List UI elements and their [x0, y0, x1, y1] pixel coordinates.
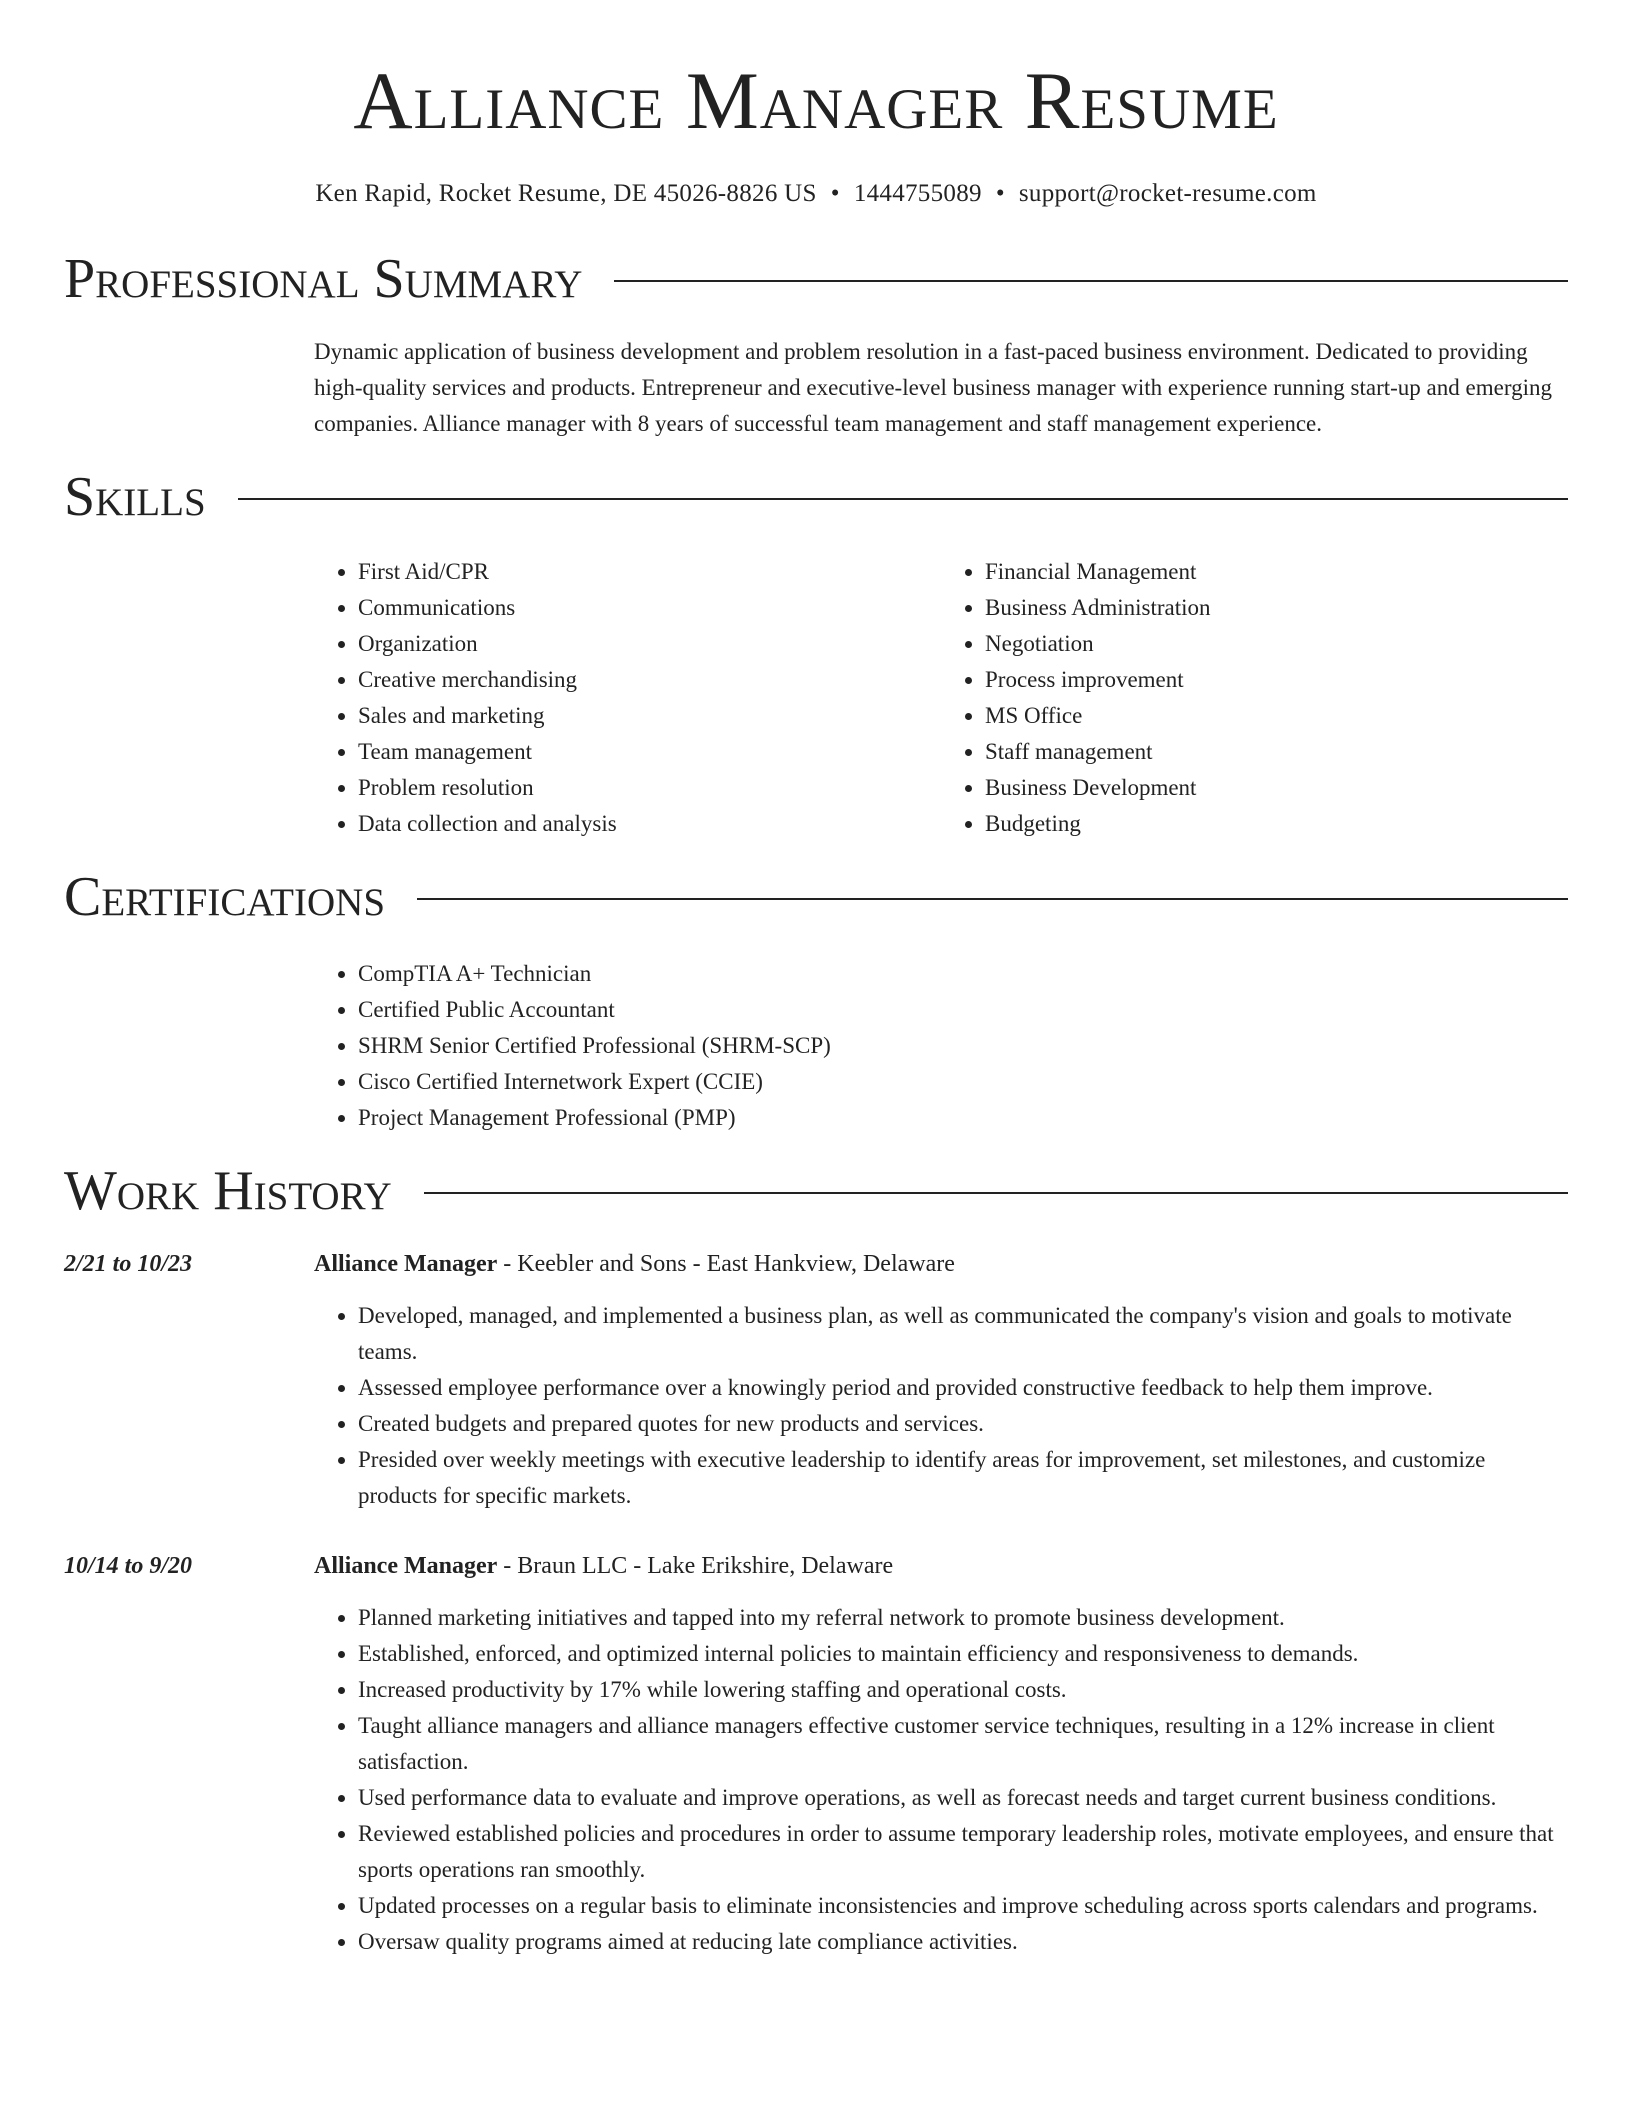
summary-header	[64, 244, 1568, 314]
skills-heading: Skills	[64, 466, 206, 528]
job-bullet: • Increased productivity by 17% while lowering staffing and operational costs.	[358, 1672, 1568, 1708]
work-history-header	[64, 1156, 1568, 1226]
certifications-list	[314, 956, 1568, 1136]
skill-item: • Financial Management	[985, 554, 1568, 590]
skills-header	[64, 462, 1568, 532]
job-bullet: • Developed, managed, and implemented a business plan, as well as communicated the company's vision and goals to motivate teams.	[358, 1298, 1568, 1370]
skill-item: • Budgeting	[985, 806, 1568, 842]
skill-item: • Creative merchandising	[358, 662, 941, 698]
resume-title: Alliance Manager Resume	[353, 55, 1279, 146]
job-title: Alliance Manager	[314, 1553, 498, 1579]
job-bullet: • Updated processes on a regular basis to eliminate inconsistencies and improve scheduling across sports calendars and programs.	[358, 1888, 1568, 1924]
section-divider	[614, 280, 1568, 282]
skill-item: • Communications	[358, 590, 941, 626]
certification-item: • SHRM Senior Certified Professional (SHRM-SCP)	[358, 1028, 1568, 1064]
job-bullet: • Created budgets and prepared quotes for new products and services.	[358, 1406, 1568, 1442]
job-title: Alliance Manager	[314, 1251, 498, 1277]
certification-item: • CompTIA A+ Technician	[358, 956, 1568, 992]
summary-body	[314, 334, 1568, 442]
section-divider	[238, 498, 1568, 500]
job-header	[314, 1548, 1568, 1584]
job-bullets	[314, 1298, 1568, 1514]
skill-item: • Data collection and analysis	[358, 806, 941, 842]
certification-item: • Certified Public Accountant	[358, 992, 1568, 1028]
job-bullet: • Reviewed established policies and procedures in order to assume temporary leadership roles, motivate employees, and ensure that sports operations ran smoothly.	[358, 1816, 1568, 1888]
contact-separator: •	[995, 180, 1005, 207]
job-entry	[64, 1548, 1568, 1960]
certifications-body	[314, 956, 1568, 1136]
certification-item: • Project Management Professional (PMP)	[358, 1100, 1568, 1136]
certification-item: • Cisco Certified Internetwork Expert (CCIE)	[358, 1064, 1568, 1100]
skills-list-right	[941, 554, 1568, 842]
job-dates: 10/14 to 9/20	[64, 1553, 193, 1579]
skill-item: • Sales and marketing	[358, 698, 941, 734]
job-bullet: • Taught alliance managers and alliance managers effective customer service techniques, resulting in a 12% increase in client satisfaction.	[358, 1708, 1568, 1780]
contact-address: Ken Rapid, Rocket Resume, DE 45026-8826 US	[315, 180, 817, 207]
certifications-heading: Certifications	[64, 866, 386, 928]
skills-body	[314, 554, 1568, 842]
job-bullet: • Planned marketing initiatives and tapped into my referral network to promote business development.	[358, 1600, 1568, 1636]
work-history-heading: Work History	[64, 1160, 392, 1222]
job-bullets	[314, 1600, 1568, 1960]
contact-line	[64, 180, 1568, 208]
summary-text: Dynamic application of business development and problem resolution in a fast-paced business environment. Dedicated to providing high-quality services and products. Entrepreneur and executive-level business manager with experience running start-up and emerging companies. Alliance manager with 8 years of successful team management and staff management experience.	[314, 339, 1552, 436]
section-divider	[424, 1192, 1568, 1194]
job-employer: - Braun LLC - Lake Erikshire, Delaware	[497, 1553, 894, 1579]
job-entry	[64, 1246, 1568, 1514]
job-content	[314, 1246, 1568, 1514]
skill-item: • Organization	[358, 626, 941, 662]
contact-separator: •	[830, 180, 840, 207]
skill-item: • Staff management	[985, 734, 1568, 770]
skills-section	[64, 462, 1568, 842]
skill-item: • Problem resolution	[358, 770, 941, 806]
contact-email[interactable]: support@rocket-resume.com	[1018, 180, 1317, 207]
certifications-section	[64, 862, 1568, 1136]
job-bullet: • Oversaw quality programs aimed at reducing late compliance activities.	[358, 1924, 1568, 1960]
skill-item: • Business Development	[985, 770, 1568, 806]
job-content	[314, 1548, 1568, 1960]
job-employer: - Keebler and Sons - East Hankview, Delaware	[497, 1251, 955, 1277]
job-bullet: • Established, enforced, and optimized internal policies to maintain efficiency and responsiveness to demands.	[358, 1636, 1568, 1672]
summary-section	[64, 244, 1568, 442]
summary-heading: Professional Summary	[64, 248, 583, 310]
skill-item: • First Aid/CPR	[358, 554, 941, 590]
skill-item: • Team management	[358, 734, 941, 770]
skills-grid	[314, 554, 1568, 842]
job-dates: 2/21 to 10/23	[64, 1251, 193, 1277]
skill-item: • Negotiation	[985, 626, 1568, 662]
job-bullet: • Used performance data to evaluate and improve operations, as well as forecast needs and target current business conditions.	[358, 1780, 1568, 1816]
work-history-section	[64, 1156, 1568, 1960]
skills-list-left	[314, 554, 941, 842]
job-bullet: • Assessed employee performance over a knowingly period and provided constructive feedback to help them improve.	[358, 1370, 1568, 1406]
skill-item: • MS Office	[985, 698, 1568, 734]
section-divider	[417, 898, 1568, 900]
job-header	[314, 1246, 1568, 1282]
skill-item: • Business Administration	[985, 590, 1568, 626]
certifications-header	[64, 862, 1568, 932]
contact-phone: 1444755089	[853, 180, 982, 207]
skill-item: • Process improvement	[985, 662, 1568, 698]
job-bullet: • Presided over weekly meetings with executive leadership to identify areas for improvement, set milestones, and customize products for specific markets.	[358, 1442, 1568, 1514]
